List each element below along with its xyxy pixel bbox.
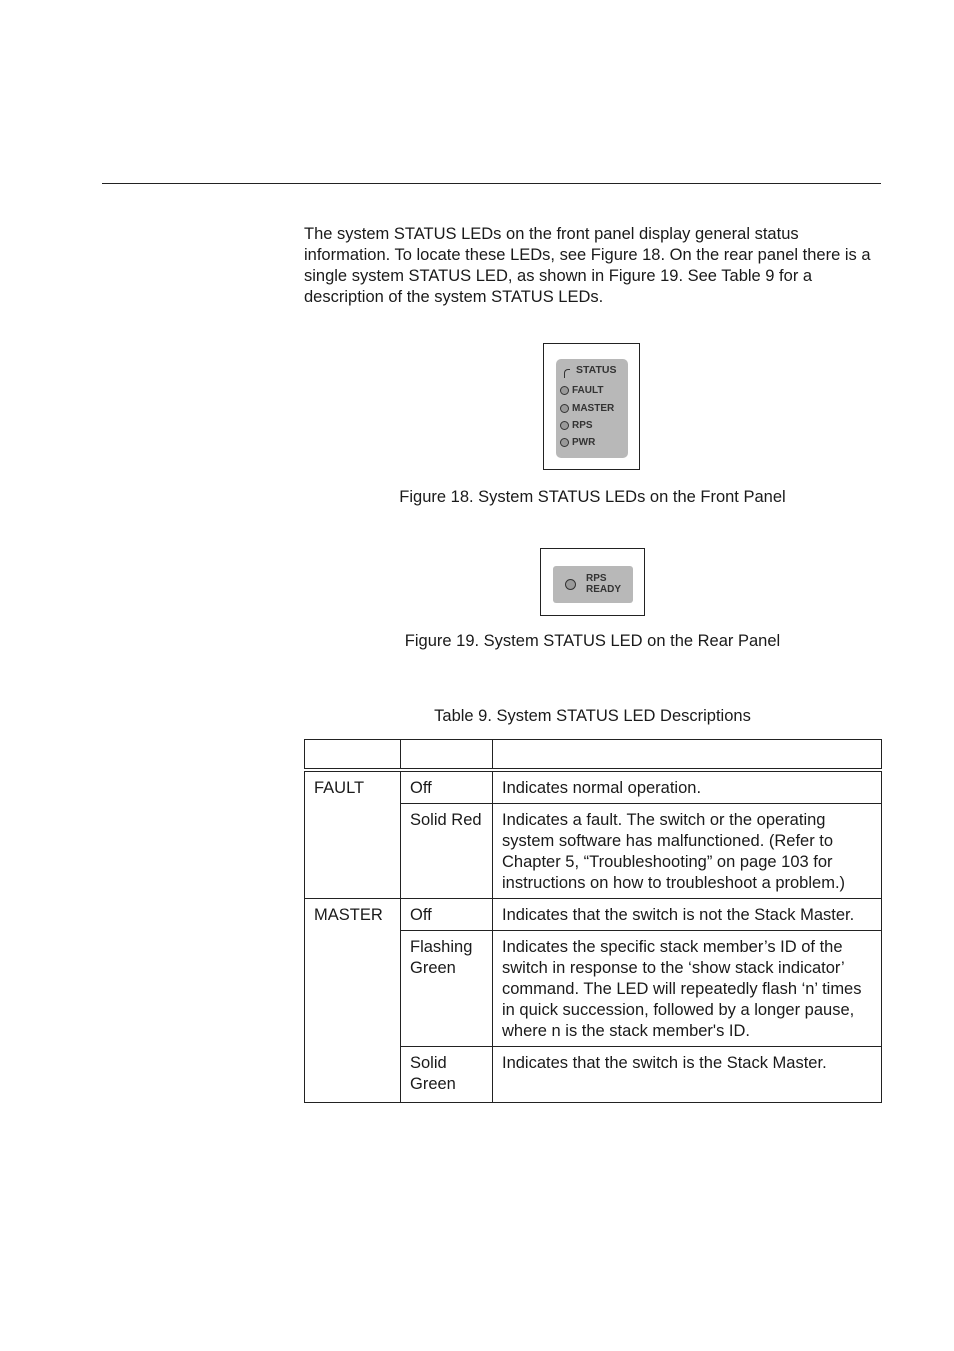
rear-panel-status-block [553, 566, 633, 603]
front-panel-status-block [556, 359, 628, 458]
header-cell-description [493, 740, 882, 771]
state-cell: Solid Green [401, 1047, 493, 1103]
table-row [305, 770, 882, 804]
led-indicator-icon [560, 386, 569, 395]
rear-panel-figure [540, 548, 645, 616]
led-fault [560, 383, 603, 397]
figure19-caption: Figure 19. System STATUS LED on the Rear Panel [404, 632, 781, 650]
led-master [560, 401, 614, 415]
description-cell: Indicates that the switch is not the Stack Master. [493, 899, 882, 931]
led-rps [560, 418, 593, 432]
figure18-caption: Figure 18. System STATUS LEDs on the Front Panel [399, 488, 786, 506]
led-label: MASTER [572, 402, 615, 414]
led-cell: FAULT [305, 770, 401, 899]
intro-paragraph: The system STATUS LEDs on the front panel display general status information. To locate these LEDs, see Figure 18. On the rear panel there is a single system STATUS LED, as shown in Figure 19. See Table 9 for a description of the system STATUS LEDs. [304, 225, 871, 306]
front-panel-figure [543, 343, 640, 470]
description-cell: Indicates a fault. The switch or the operating system software has malfunctioned. (Refer to Chapter 5, “Troubleshooting” on page 103 for instructions on how to troubleshoot a problem.) [493, 804, 882, 899]
table-header-row [305, 740, 882, 771]
state-cell: Solid Red [401, 804, 493, 899]
state-cell: Off [401, 770, 493, 804]
led-label: PWR [572, 436, 596, 448]
description-cell: Indicates that the switch is the Stack Master. [493, 1047, 882, 1103]
led-pwr [560, 435, 595, 449]
rps-ready-label [586, 573, 621, 595]
table-row [305, 899, 882, 931]
ready-label: READY [586, 584, 622, 595]
state-cell: Flashing Green [401, 931, 493, 1047]
led-indicator-icon [560, 421, 569, 430]
led-label: FAULT [572, 384, 604, 396]
header-cell-status [401, 740, 493, 771]
bracket-icon [564, 369, 570, 378]
rps-ready-led-icon [565, 579, 576, 590]
description-cell: Indicates the specific stack member’s ID of the switch in response to the ‘show stack indicator’ command. The LED will repeatedly flash ‘n’ times in quick succession, followed by a longer pause, where n is the stack member's ID. [493, 931, 882, 1047]
led-label: RPS [572, 419, 593, 431]
status-panel-title: STATUS [576, 364, 617, 376]
led-indicator-icon [560, 438, 569, 447]
header-rule [102, 183, 881, 184]
led-indicator-icon [560, 404, 569, 413]
state-cell: Off [401, 899, 493, 931]
table-caption: Table 9. System STATUS LED Descriptions [434, 707, 751, 725]
header-cell-led [305, 740, 401, 771]
rps-label: RPS [586, 573, 607, 584]
led-descriptions-table [304, 739, 882, 1103]
led-cell: MASTER [305, 899, 401, 1103]
description-cell: Indicates normal operation. [493, 770, 882, 804]
